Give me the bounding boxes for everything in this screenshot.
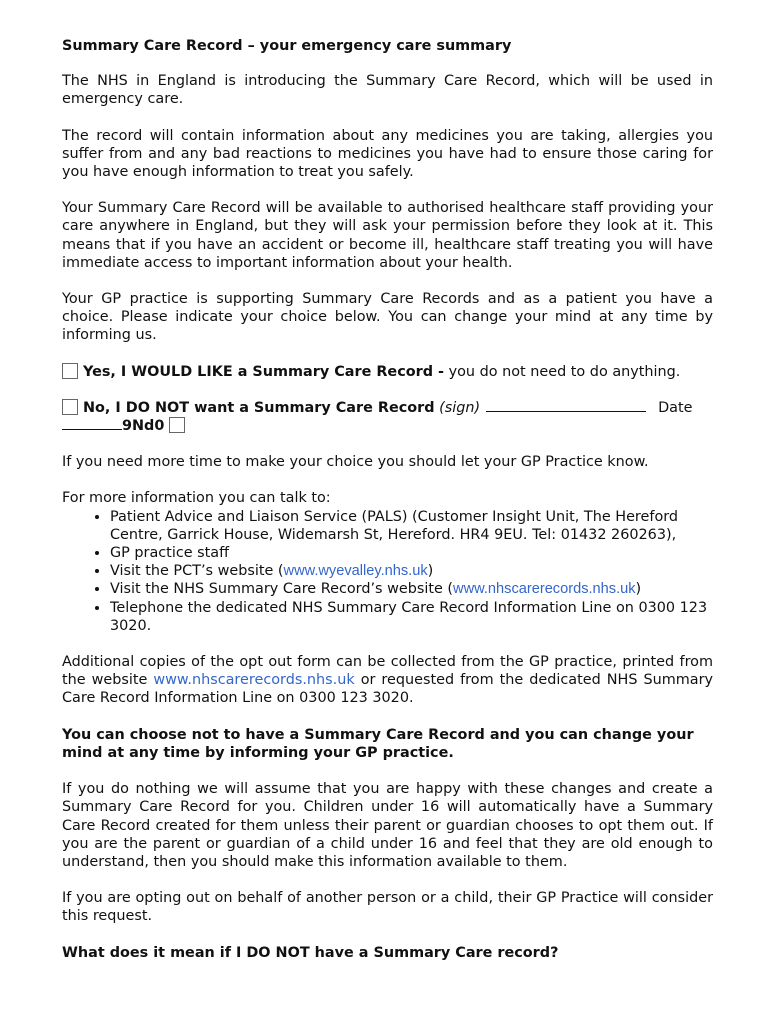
more-time-paragraph: If you need more time to make your choice you should let your GP Practice know. xyxy=(62,454,649,471)
yes-checkbox[interactable] xyxy=(62,363,78,379)
code-checkbox[interactable] xyxy=(169,417,185,433)
behalf-paragraph: If you are opting out on behalf of another person or a child, their GP Practice will consider this request. xyxy=(62,890,713,925)
wyevalley-link[interactable]: www.wyevalley.nhs.uk xyxy=(283,563,428,580)
list-item: • GP practice staff xyxy=(110,544,713,562)
choice-yes-note: you do not need to do anything. xyxy=(444,363,681,380)
intro-paragraph: The NHS in England is introducing the Summary Care Record, which will be used in emergency care. xyxy=(62,73,713,108)
list-item: • Patient Advice and Liaison Service (PALS) (Customer Insight Unit, The Hereford Centre, Garrick House, Widemarsh St, Hereford. HR4 9EU. Tel: 01432 260263), xyxy=(110,508,713,544)
choice-no xyxy=(62,399,713,435)
availability-paragraph: Your Summary Care Record will be available to authorised healthcare staff providing your care anywhere in England, but they will ask your permission before they look at it. This means that if you have an accident or become ill, healthcare staff treating you will have immediate access to important information about your health. xyxy=(62,200,713,271)
default-paragraph: If you do nothing we will assume that you are happy with these changes and create a Summary Care Record for you. Children under 16 will automatically have a Summary Care Record created for them unless their parent or guardian chooses to opt them out. If you are the parent or guardian of a child under 16 and feel that they are old enough to understand, then you should make this information available to them. xyxy=(62,781,713,870)
more-info-intro: For more information you can talk to: xyxy=(62,490,331,507)
date-label: Date xyxy=(658,399,693,416)
nhscarerecords-link[interactable]: www.nhscarerecords.nhs.uk xyxy=(453,581,636,598)
opt-out-heading: You can choose not to have a Summary Care Record and you can change your mind at any time by informing your GP practice. xyxy=(62,726,694,761)
date-line[interactable] xyxy=(62,417,122,430)
read-code: 9Nd0 xyxy=(122,418,165,435)
meaning-heading: What does it mean if I DO NOT have a Summary Care record? xyxy=(62,944,559,961)
choice-yes-label: Yes, I WOULD LIKE a Summary Care Record - xyxy=(83,363,444,380)
no-checkbox[interactable] xyxy=(62,399,78,415)
choice-yes xyxy=(62,363,713,381)
document-page xyxy=(62,37,713,980)
list-item: • Visit the NHS Summary Care Record’s website (www.nhscarerecords.nhs.uk) xyxy=(110,580,713,598)
record-contents-paragraph: The record will contain information about any medicines you are taking, allergies you suffer from and any bad reactions to medicines you have had to ensure those caring for you have enough information to treat you safely. xyxy=(62,127,713,181)
copies-paragraph: Additional copies of the opt out form can be collected from the GP practice, printed from the website www.nhscarerecords.nhs.uk or requested from the dedicated NHS Summary Care Record Information Line on 0300 123 3020. xyxy=(62,654,713,707)
sign-label: (sign) xyxy=(439,399,481,416)
choice-no-label: No, I DO NOT want a Summary Care Record xyxy=(83,399,435,416)
signature-line[interactable] xyxy=(486,399,646,412)
choice-paragraph: Your GP practice is supporting Summary Care Records and as a patient you have a choice. Please indicate your choice below. You can change your mind at any time by informing us. xyxy=(62,291,713,344)
document-title: Summary Care Record – your emergency care summary xyxy=(62,38,512,54)
website-link[interactable]: www.nhscarerecords.nhs.uk xyxy=(153,672,355,689)
list-item: • Telephone the dedicated NHS Summary Care Record Information Line on 0300 123 3020. xyxy=(110,599,713,635)
contact-list xyxy=(62,508,713,635)
list-item: • Visit the PCT’s website (www.wyevalley.nhs.uk) xyxy=(110,562,713,580)
